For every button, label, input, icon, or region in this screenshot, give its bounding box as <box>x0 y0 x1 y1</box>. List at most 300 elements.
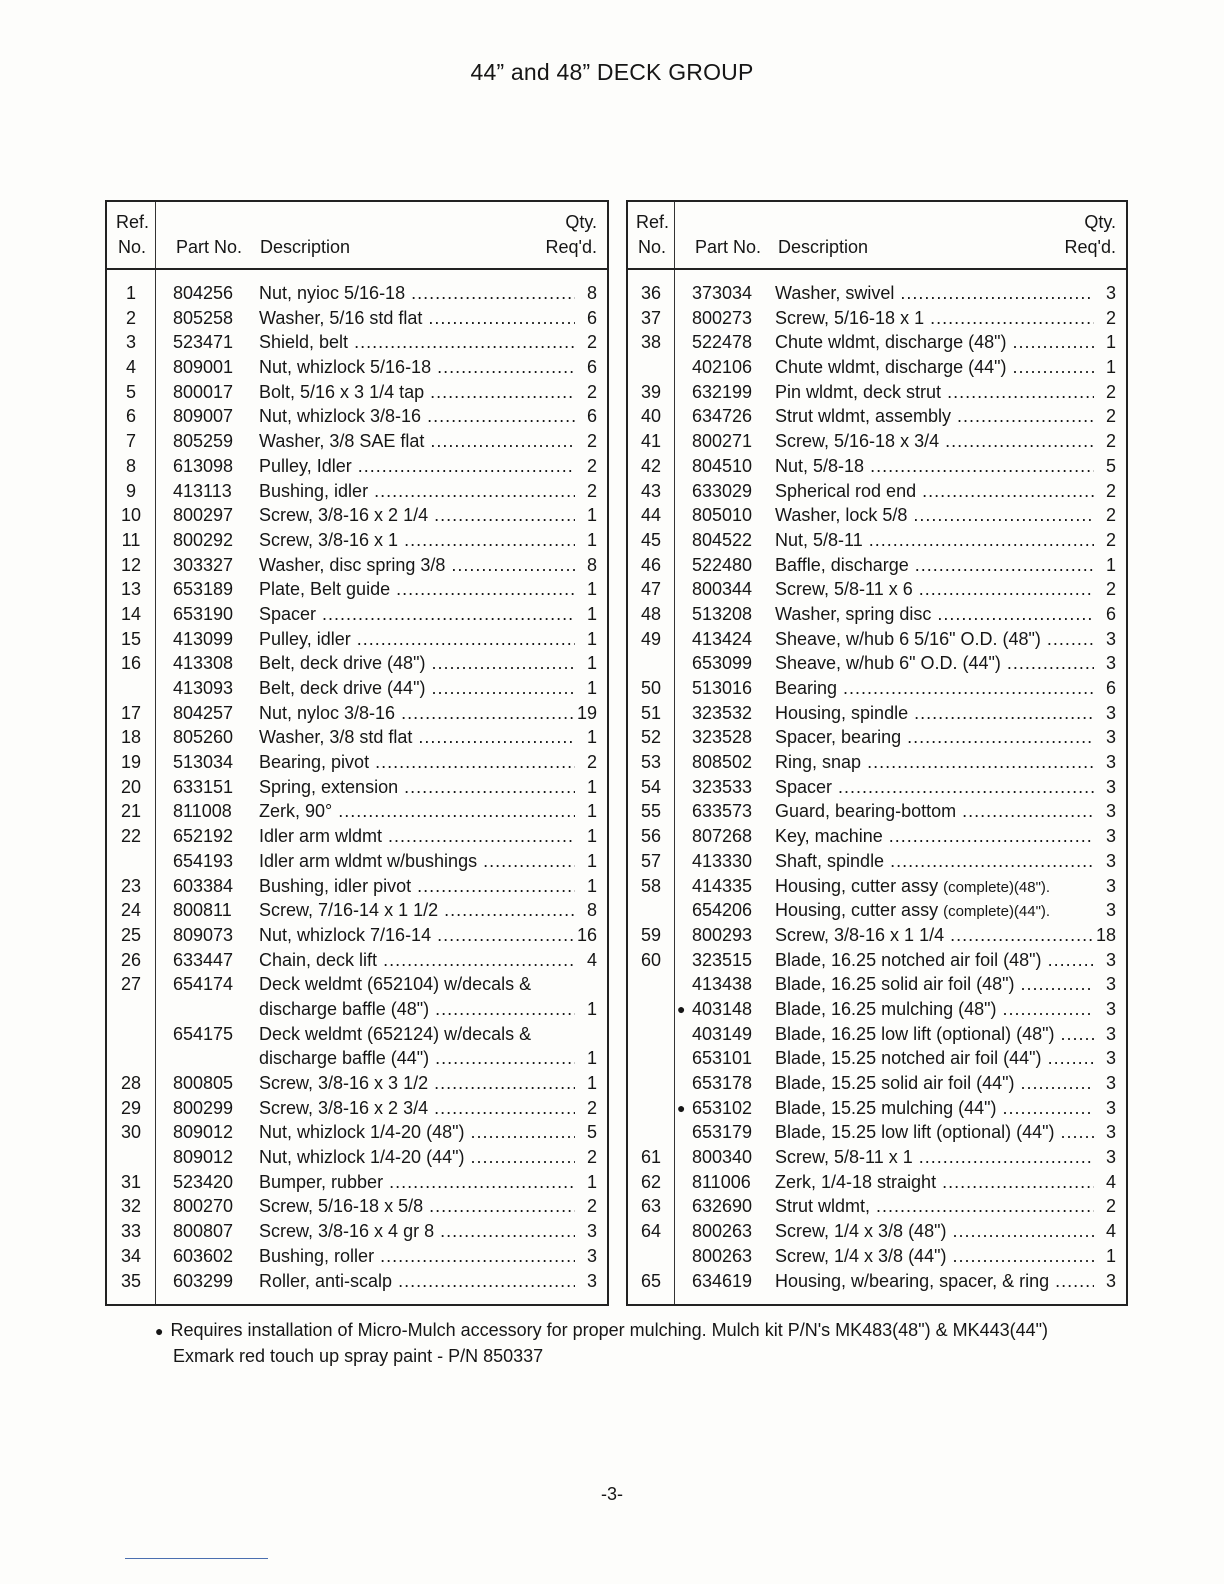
description-text: Nut, whizlock 7/16-14 <box>259 924 432 945</box>
ref-number: 8 <box>125 455 136 476</box>
table-row <box>628 1022 1126 1047</box>
table-row <box>107 553 607 578</box>
part-description <box>775 528 1094 553</box>
description-text: Screw, 3/8-16 x 1 1/4 <box>775 924 945 945</box>
ref-number: 13 <box>120 579 142 600</box>
part-number: 654175 <box>173 1023 234 1044</box>
part-description <box>775 404 1094 429</box>
part-description <box>259 923 575 948</box>
description-text: Screw, 3/8-16 x 1 <box>259 529 399 550</box>
part-description <box>775 503 1094 528</box>
part-number: 513034 <box>173 752 234 773</box>
description-text: Bushing, idler <box>259 480 369 501</box>
quantity: 6 <box>1105 603 1116 624</box>
part-number: 800270 <box>173 1196 234 1217</box>
part-description <box>259 997 575 1022</box>
description-text: Chute wldmt, discharge (48") <box>775 332 1007 353</box>
part-number: 523420 <box>173 1171 234 1192</box>
ref-number: 60 <box>640 949 662 970</box>
quantity: 2 <box>586 332 597 353</box>
part-number: 413113 <box>173 480 232 501</box>
table-body <box>107 281 607 1293</box>
description-note: (complete)(44"). <box>943 903 1051 921</box>
description-text: Nut, nyioc 5/16-18 <box>259 283 406 303</box>
ref-number: 23 <box>120 875 142 896</box>
bottom-rule <box>125 1558 268 1559</box>
ref-number: 15 <box>120 628 142 649</box>
description-text: Blade, 15.25 low lift (optional) (44") <box>775 1122 1055 1143</box>
description-text: Screw, 3/8-16 x 2 1/4 <box>259 505 429 526</box>
part-description <box>259 849 575 874</box>
description-text: Guard, bearing-bottom <box>775 801 957 822</box>
part-description <box>775 725 1094 750</box>
description-text: Belt, deck drive (48") <box>259 653 426 674</box>
part-description <box>259 1096 575 1121</box>
ref-number: 36 <box>640 283 662 303</box>
ref-number: 48 <box>640 603 662 624</box>
bullet-icon: ● <box>155 1323 164 1339</box>
quantity: 1 <box>586 801 597 822</box>
description-text: Zerk, 90° <box>259 801 333 822</box>
header-description: Description <box>260 237 351 257</box>
ref-number: 2 <box>125 307 136 328</box>
table-row <box>107 775 607 800</box>
part-description <box>259 602 575 627</box>
part-number: 800811 <box>173 900 232 921</box>
description-text: Key, machine <box>775 826 883 847</box>
part-description <box>259 627 575 652</box>
table-row <box>628 1219 1126 1244</box>
part-description <box>775 1145 1094 1170</box>
part-number: 403148 <box>692 998 753 1019</box>
description-text: Chute wldmt, discharge (44") <box>775 357 1007 378</box>
part-number: 800263 <box>692 1245 753 1266</box>
table-row <box>628 454 1126 479</box>
description-text: Blade, 15.25 mulching (44") <box>775 1097 997 1118</box>
description-text: Washer, swivel <box>775 283 895 303</box>
part-description <box>775 1096 1094 1121</box>
table-row <box>628 602 1126 627</box>
ref-number: 63 <box>640 1196 662 1217</box>
part-number: 653102 <box>692 1097 753 1118</box>
part-number: 800271 <box>692 431 753 452</box>
part-number: 800017 <box>173 381 234 402</box>
description-text: Bolt, 5/16 x 3 1/4 tap <box>259 381 425 402</box>
table-row <box>628 1194 1126 1219</box>
part-description <box>259 1022 575 1047</box>
part-number: 800340 <box>692 1147 753 1168</box>
quantity: 1 <box>586 579 597 600</box>
description-text: Nut, 5/8-11 <box>775 529 863 550</box>
description-text: Spherical rod end <box>775 480 917 501</box>
ref-number: 25 <box>120 924 142 945</box>
part-number: 323532 <box>692 702 753 723</box>
part-description <box>775 380 1094 405</box>
part-description <box>259 676 575 701</box>
quantity: 2 <box>586 752 597 773</box>
ref-number: 31 <box>120 1171 142 1192</box>
quantity: 1 <box>586 1073 597 1093</box>
quantity: 3 <box>1105 628 1116 649</box>
part-number: 800263 <box>692 1221 753 1242</box>
part-number: 804257 <box>173 702 234 723</box>
table-row <box>107 330 607 355</box>
table-row <box>107 1194 607 1219</box>
quantity: 1 <box>586 1048 597 1069</box>
part-number: 809007 <box>173 406 234 427</box>
part-description <box>775 1269 1094 1294</box>
quantity: 3 <box>1105 1270 1116 1291</box>
table-row <box>107 725 607 750</box>
part-number: 800297 <box>173 505 234 526</box>
table-row <box>107 429 607 454</box>
ref-number: 14 <box>120 603 142 624</box>
quantity: 2 <box>1105 529 1116 550</box>
table-row <box>107 824 607 849</box>
table-row <box>107 1120 607 1145</box>
table-row <box>628 330 1126 355</box>
quantity: 1 <box>586 603 597 624</box>
description-text: Strut wldmt, assembly <box>775 406 952 427</box>
table-row <box>628 923 1126 948</box>
table-row <box>107 528 607 553</box>
part-number: 413099 <box>173 628 234 649</box>
quantity: 4 <box>1105 1221 1116 1242</box>
part-number: 633029 <box>692 480 753 501</box>
quantity: 3 <box>1105 875 1116 896</box>
table-row <box>628 306 1126 331</box>
part-description <box>259 1071 575 1096</box>
part-description <box>775 750 1094 775</box>
part-description <box>259 701 575 726</box>
ref-number: 19 <box>120 752 142 773</box>
part-description <box>775 898 1094 925</box>
table-row <box>628 1120 1126 1145</box>
table-row <box>628 1145 1126 1170</box>
header-rule <box>628 268 1126 270</box>
ref-number: 3 <box>125 332 136 353</box>
part-number: 413438 <box>692 974 753 995</box>
quantity: 1 <box>1105 357 1116 378</box>
ref-number: 16 <box>120 653 142 674</box>
table-row <box>628 997 1126 1022</box>
ref-number: 37 <box>640 307 662 328</box>
description-text: Screw, 5/16-18 x 3/4 <box>775 431 940 452</box>
bullet-icon: ● <box>677 1099 686 1116</box>
header-ref-line1: Ref. <box>116 212 150 232</box>
part-description <box>259 355 575 380</box>
part-number: 603299 <box>173 1270 234 1291</box>
description-text: Screw, 5/16-18 x 1 <box>775 307 925 328</box>
ref-number: 43 <box>640 480 662 501</box>
table-row <box>107 1219 607 1244</box>
quantity: 3 <box>586 1221 597 1242</box>
part-description <box>775 923 1094 948</box>
part-number: 809012 <box>173 1147 234 1168</box>
part-description <box>259 750 575 775</box>
ref-number: 54 <box>640 776 662 797</box>
table-row <box>107 1269 607 1294</box>
quantity: 3 <box>1105 283 1116 303</box>
part-description <box>259 972 575 997</box>
quantity: 3 <box>586 1270 597 1291</box>
ref-number: 4 <box>125 357 136 378</box>
description-text: Washer, 3/8 SAE flat <box>259 431 425 452</box>
description-text: Washer, 3/8 std flat <box>259 727 413 748</box>
table-row <box>628 553 1126 578</box>
description-text: Housing, spindle <box>775 702 909 723</box>
table-row <box>628 404 1126 429</box>
part-description <box>775 775 1094 800</box>
part-description <box>775 627 1094 652</box>
table-row <box>628 1170 1126 1195</box>
table-row <box>107 676 607 701</box>
quantity: 2 <box>1105 505 1116 526</box>
ref-number: 42 <box>640 455 662 476</box>
part-number: 653101 <box>692 1048 753 1069</box>
header-qty-line2: Req'd. <box>545 237 597 257</box>
quantity: 8 <box>586 554 597 575</box>
quantity: 2 <box>1105 1196 1116 1217</box>
part-number: 805010 <box>692 505 753 526</box>
description-text: Screw, 5/8-11 x 1 <box>775 1147 913 1168</box>
ref-number: 21 <box>120 801 142 822</box>
part-number: 653189 <box>173 579 234 600</box>
part-description <box>775 1046 1094 1071</box>
description-text: Nut, whizlock 5/16-18 <box>259 357 432 378</box>
part-number: 522478 <box>692 332 753 353</box>
table-row <box>107 923 607 948</box>
part-number: 811008 <box>173 801 232 822</box>
table-row <box>628 676 1126 701</box>
ref-number: 41 <box>640 431 662 452</box>
part-description <box>259 1219 575 1244</box>
quantity: 1 <box>586 505 597 526</box>
table-row <box>628 799 1126 824</box>
part-number: 805259 <box>173 431 234 452</box>
footnote <box>155 1318 1048 1369</box>
quantity: 2 <box>1105 431 1116 452</box>
part-description <box>259 1244 575 1269</box>
parts-table-left <box>105 200 609 1306</box>
description-text: Screw, 1/4 x 3/8 (44") <box>775 1245 947 1266</box>
part-description <box>259 898 575 923</box>
description-text: Screw, 5/8-11 x 6 <box>775 579 913 600</box>
part-description <box>259 725 575 750</box>
header-ref-line2: No. <box>638 237 667 257</box>
ref-number: 61 <box>640 1147 662 1168</box>
description-text: Spring, extension <box>259 776 399 797</box>
footnote-text-1: Requires installation of Micro-Mulch accessory for proper mulching. Mulch kit P/N's MK483(48") & MK443(44") <box>170 1320 1049 1340</box>
part-description <box>775 602 1094 627</box>
quantity: 1 <box>586 727 597 748</box>
page-title: 44” and 48” DECK GROUP <box>470 59 754 85</box>
description-text: Bumper, rubber <box>259 1171 384 1192</box>
ref-number: 59 <box>640 924 662 945</box>
table-row <box>107 750 607 775</box>
table-row <box>628 380 1126 405</box>
description-text: Baffle, discharge <box>775 554 909 575</box>
part-description <box>775 849 1094 874</box>
quantity: 2 <box>586 480 597 501</box>
ref-number: 7 <box>125 431 136 452</box>
quantity: 1 <box>586 776 597 797</box>
part-description <box>775 429 1094 454</box>
description-text: Pulley, idler <box>259 628 351 649</box>
part-description <box>775 799 1094 824</box>
header-part-no: Part No. <box>176 237 243 257</box>
table-row <box>107 898 607 923</box>
table-row <box>628 1244 1126 1269</box>
part-number: 414335 <box>692 875 753 896</box>
quantity: 2 <box>1105 579 1116 600</box>
ref-number: 30 <box>120 1122 142 1143</box>
quantity: 16 <box>576 924 597 945</box>
ref-number: 18 <box>120 727 142 748</box>
part-description <box>259 454 575 479</box>
description-text: Idler arm wldmt <box>259 826 383 847</box>
part-description <box>775 1120 1094 1145</box>
table-row <box>628 701 1126 726</box>
table-body <box>628 281 1126 1293</box>
table-row <box>107 380 607 405</box>
part-number: 513016 <box>692 678 753 698</box>
part-description <box>775 948 1094 973</box>
ref-number: 46 <box>640 554 662 575</box>
quantity: 3 <box>1105 900 1116 921</box>
ref-number: 47 <box>640 579 662 600</box>
description-text: Chain, deck lift <box>259 949 378 970</box>
part-description <box>259 1120 575 1145</box>
ref-number: 6 <box>125 406 136 427</box>
table-row <box>107 1244 607 1269</box>
table-row <box>107 701 607 726</box>
table-row <box>628 750 1126 775</box>
description-text: Shield, belt <box>259 332 349 353</box>
quantity: 2 <box>586 1147 597 1168</box>
quantity: 3 <box>1105 1073 1116 1093</box>
table-row <box>107 602 607 627</box>
quantity: 2 <box>586 381 597 402</box>
part-number: 513208 <box>692 603 753 624</box>
part-description <box>775 1071 1094 1096</box>
parts-table-right <box>626 200 1128 1306</box>
quantity: 1 <box>586 850 597 871</box>
quantity: 3 <box>1105 974 1116 995</box>
description-text: Nut, 5/8-18 <box>775 455 865 476</box>
quantity: 5 <box>586 1122 597 1143</box>
ref-number: 55 <box>640 801 662 822</box>
table-row <box>628 898 1126 923</box>
part-number: 522480 <box>692 554 753 575</box>
part-number: 633151 <box>173 776 234 797</box>
ref-number: 53 <box>640 752 662 773</box>
part-number: 632199 <box>692 381 753 402</box>
part-number: 653178 <box>692 1073 753 1093</box>
description-text: Bushing, roller <box>259 1245 375 1266</box>
part-number: 402106 <box>692 357 753 378</box>
quantity: 3 <box>1105 1048 1116 1069</box>
header-description: Description <box>778 237 869 257</box>
table-row <box>628 1096 1126 1121</box>
quantity: 3 <box>1105 949 1116 970</box>
table-row <box>107 1145 607 1170</box>
ref-number: 49 <box>640 628 662 649</box>
quantity: 3 <box>1105 1147 1116 1168</box>
description-text: Idler arm wldmt w/bushings <box>259 850 478 871</box>
part-description <box>775 454 1094 479</box>
part-description <box>775 355 1094 380</box>
part-description <box>775 1244 1094 1269</box>
quantity: 1 <box>1105 554 1116 575</box>
ref-number: 40 <box>640 406 662 427</box>
description-text: Deck weldmt (652104) w/decals & <box>259 974 532 995</box>
quantity: 19 <box>576 702 597 723</box>
ref-number: 51 <box>640 702 662 723</box>
ref-number: 50 <box>640 678 662 698</box>
part-number: 633573 <box>692 801 753 822</box>
quantity: 2 <box>1105 307 1116 328</box>
part-number: 323515 <box>692 949 753 970</box>
ref-number: 27 <box>120 974 142 995</box>
description-text: Sheave, w/hub 6 5/16" O.D. (48") <box>775 628 1041 649</box>
ref-number: 26 <box>120 949 142 970</box>
part-number: 613098 <box>173 455 234 476</box>
part-description <box>775 306 1094 331</box>
part-description <box>775 676 1094 701</box>
quantity: 1 <box>1105 332 1116 353</box>
part-number: 634726 <box>692 406 753 427</box>
part-number: 413424 <box>692 628 753 649</box>
ref-number: 9 <box>125 480 136 501</box>
part-number: 653179 <box>692 1122 753 1143</box>
quantity: 3 <box>1105 752 1116 773</box>
description-text: Washer, disc spring 3/8 <box>259 554 446 575</box>
table-row <box>107 849 607 874</box>
footnote-line-2: Exmark red touch up spray paint - P/N 850337 <box>173 1346 544 1366</box>
part-number: 654206 <box>692 900 753 921</box>
part-description <box>259 1145 575 1170</box>
table-row <box>107 306 607 331</box>
quantity: 3 <box>1105 1097 1116 1118</box>
description-text: Washer, lock 5/8 <box>775 505 908 526</box>
quantity: 18 <box>1095 924 1116 945</box>
part-description <box>775 281 1094 306</box>
part-number: 654174 <box>173 974 234 995</box>
description-text: Deck weldmt (652124) w/decals & <box>259 1023 532 1044</box>
quantity: 6 <box>586 307 597 328</box>
ref-number: 65 <box>640 1270 662 1291</box>
quantity: 1 <box>586 628 597 649</box>
header-qty-line1: Qty. <box>1084 212 1116 232</box>
table-row <box>107 1071 607 1096</box>
quantity: 1 <box>586 826 597 847</box>
description-text: Blade, 15.25 notched air foil (44") <box>775 1048 1042 1069</box>
part-description <box>259 1194 575 1219</box>
quantity: 2 <box>586 455 597 476</box>
ref-number: 52 <box>640 727 662 748</box>
part-description <box>259 281 575 306</box>
ref-number: 56 <box>640 826 662 847</box>
table-row <box>628 651 1126 676</box>
part-description <box>259 380 575 405</box>
description-text: Nut, whizlock 1/4-20 (48") <box>259 1122 465 1143</box>
table-row <box>107 948 607 973</box>
quantity: 1 <box>586 998 597 1019</box>
ref-number: 1 <box>125 283 136 303</box>
header-part-no: Part No. <box>695 237 762 257</box>
part-number: 800273 <box>692 307 753 328</box>
